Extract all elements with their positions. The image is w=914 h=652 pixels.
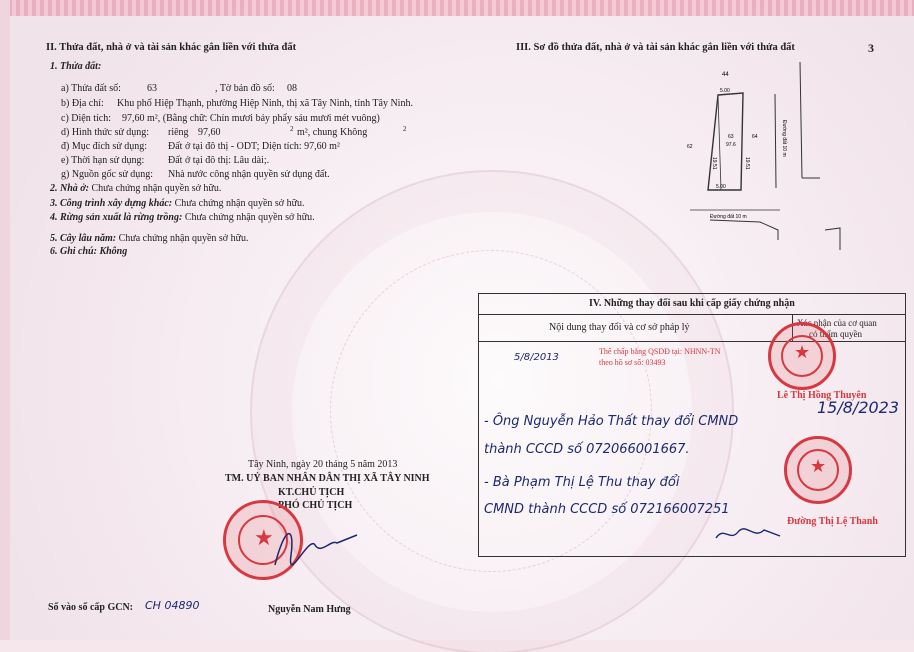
official-name-1: Lê Thị Hồng Thuyên	[777, 390, 867, 401]
note-value: Không	[99, 246, 128, 257]
term-label: e) Thời hạn sử dụng:	[61, 155, 145, 166]
house-value: Chưa chứng nhận quyền sở hữu.	[91, 183, 222, 194]
plot-area-label: 97.6	[726, 142, 736, 148]
usage-shared-value: Không	[340, 127, 368, 138]
plot-number-label: 63	[728, 134, 734, 140]
house-label: 2. Nhà ở:	[50, 183, 89, 194]
map-sheet-value: 08	[287, 83, 297, 94]
entry-2-line2: thành CCCD số 072066001667.	[484, 442, 690, 457]
column-authority-header-2: có thẩm quyền	[809, 329, 862, 339]
bottom-road-label: Đường đất 10 m	[710, 214, 747, 220]
usage-private-value: 97,60	[198, 127, 221, 138]
construction-label: 3. Công trình xây dựng khác:	[50, 198, 173, 209]
neighbor-top-label: 44	[722, 72, 729, 78]
map-sheet-label: , Tờ bản đồ số:	[215, 83, 275, 94]
usage-form-label: d) Hình thức sử dụng:	[61, 127, 150, 138]
signing-title: PHÓ CHỦ TỊCH	[278, 500, 353, 511]
bottom-edge-label: 5.00	[716, 184, 726, 190]
house-row	[50, 183, 221, 195]
land-plot-heading: 1. Thửa đất:	[50, 61, 102, 72]
changes-table-subheader	[479, 314, 905, 342]
note-row	[50, 246, 127, 258]
note-label: 6. Ghi chú:	[50, 246, 97, 257]
forest-row	[50, 212, 315, 224]
chair-signature	[265, 515, 365, 575]
construction-value: Chưa chứng nhận quyền sở hữu.	[174, 198, 305, 209]
section-ii-title: II. Thửa đất, nhà ở và tài sản khác gắn liền với thửa đất	[46, 42, 297, 53]
usage-shared-label: m², chung	[297, 127, 338, 138]
section-iv-title: IV. Những thay đổi sau khi cấp giấy chứng nhận	[589, 298, 795, 309]
changes-table-header	[479, 294, 905, 315]
left-edge-label: 19.51	[711, 157, 717, 170]
signing-pp-chair: KT.CHỦ TỊCH	[278, 487, 345, 498]
section-iii-title: III. Sơ đồ thửa đất, nhà ở và tài sản khác gắn liền với thửa đất	[516, 42, 795, 53]
neighbor-left-label: 62	[687, 144, 693, 150]
plot-number-value: 63	[147, 83, 157, 94]
people-committee-seal: ★	[223, 500, 303, 580]
construction-row	[50, 198, 305, 210]
term-value: Đất ở tại đô thị: Lâu dài;.	[168, 155, 270, 166]
official-seal-2: ★	[784, 436, 852, 504]
plot-diagram	[680, 60, 880, 250]
decorative-border-top	[0, 0, 914, 16]
origin-label: g) Nguồn gốc sử dụng:	[61, 169, 154, 180]
entry-3-line1: - Bà Phạm Thị Lệ Thu thay đổi	[484, 475, 680, 490]
official-date-1: 15/8/2023	[817, 398, 900, 417]
plot-number-label: a) Thửa đất số:	[61, 83, 121, 94]
entry-1-date: 5/8/2013	[514, 352, 559, 363]
perennial-label: 5. Cây lâu năm:	[50, 233, 117, 244]
registry-value: CH 04890	[145, 599, 200, 612]
registry-label: Số vào sổ cấp GCN:	[48, 602, 134, 613]
perennial-value: Chưa chứng nhận quyền sở hữu.	[118, 233, 249, 244]
usage-private-label: riêng	[168, 127, 189, 138]
origin-value: Nhà nước công nhận quyền sử dụng đất.	[168, 169, 330, 180]
neighbor-right-label: 64	[752, 134, 758, 140]
official-seal-1: ★	[768, 322, 836, 390]
usage-shared-unit: 2	[403, 125, 407, 133]
official-name-2: Đường Thị Lệ Thanh	[787, 516, 878, 527]
entry-signature	[714, 524, 784, 544]
signing-authority: TM. UỶ BAN NHÂN DÂN THỊ XÃ TÂY NINH	[225, 473, 430, 484]
purpose-label: đ) Mục đích sử dụng:	[61, 141, 147, 152]
column-authority-header-1: Xác nhận của cơ quan	[797, 318, 877, 328]
forest-label: 4. Rừng sản xuất là rừng trồng:	[50, 212, 183, 223]
side-road-label: Đường đất 10 m	[781, 120, 787, 157]
signer-name: Nguyễn Nam Hưng	[268, 604, 351, 615]
page-number: 3	[868, 41, 874, 55]
entry-1-text-line2: theo hồ sơ số: 03493	[599, 358, 666, 367]
decorative-border-left	[0, 0, 10, 652]
changes-table	[478, 293, 906, 557]
perennial-row	[50, 233, 249, 245]
entry-2-line1: - Ông Nguyễn Hảo Thất thay đổi CMND	[484, 414, 739, 429]
forest-value: Chưa chứng nhận quyền sở hữu.	[184, 212, 315, 223]
entry-3-line2: CMND thành CCCD số 072166007251	[484, 502, 730, 517]
entry-1-text-line1: Thế chấp bằng QSDĐ tại: NHNN-TN	[599, 347, 721, 356]
address-value: Khu phố Hiệp Thạnh, phường Hiệp Ninh, thị xã Tây Ninh, tỉnh Tây Ninh.	[117, 98, 413, 109]
signing-location-date: Tây Ninh, ngày 20 tháng 5 năm 2013	[248, 459, 398, 470]
right-edge-label: 19.51	[744, 157, 750, 170]
area-label: c) Diện tích:	[61, 113, 111, 124]
purpose-value: Đất ở tại đô thị - ODT; Diện tích: 97,60 m²	[168, 141, 340, 152]
top-edge-label: 5.00	[720, 88, 730, 94]
address-label: b) Địa chỉ:	[61, 98, 104, 109]
column-content-header: Nội dung thay đổi và cơ sở pháp lý	[549, 322, 690, 333]
area-value: 97,60 m², (Bằng chữ: Chín mươi bảy phẩy sáu mươi mét vuông)	[122, 113, 380, 124]
usage-private-unit: 2	[290, 125, 294, 133]
